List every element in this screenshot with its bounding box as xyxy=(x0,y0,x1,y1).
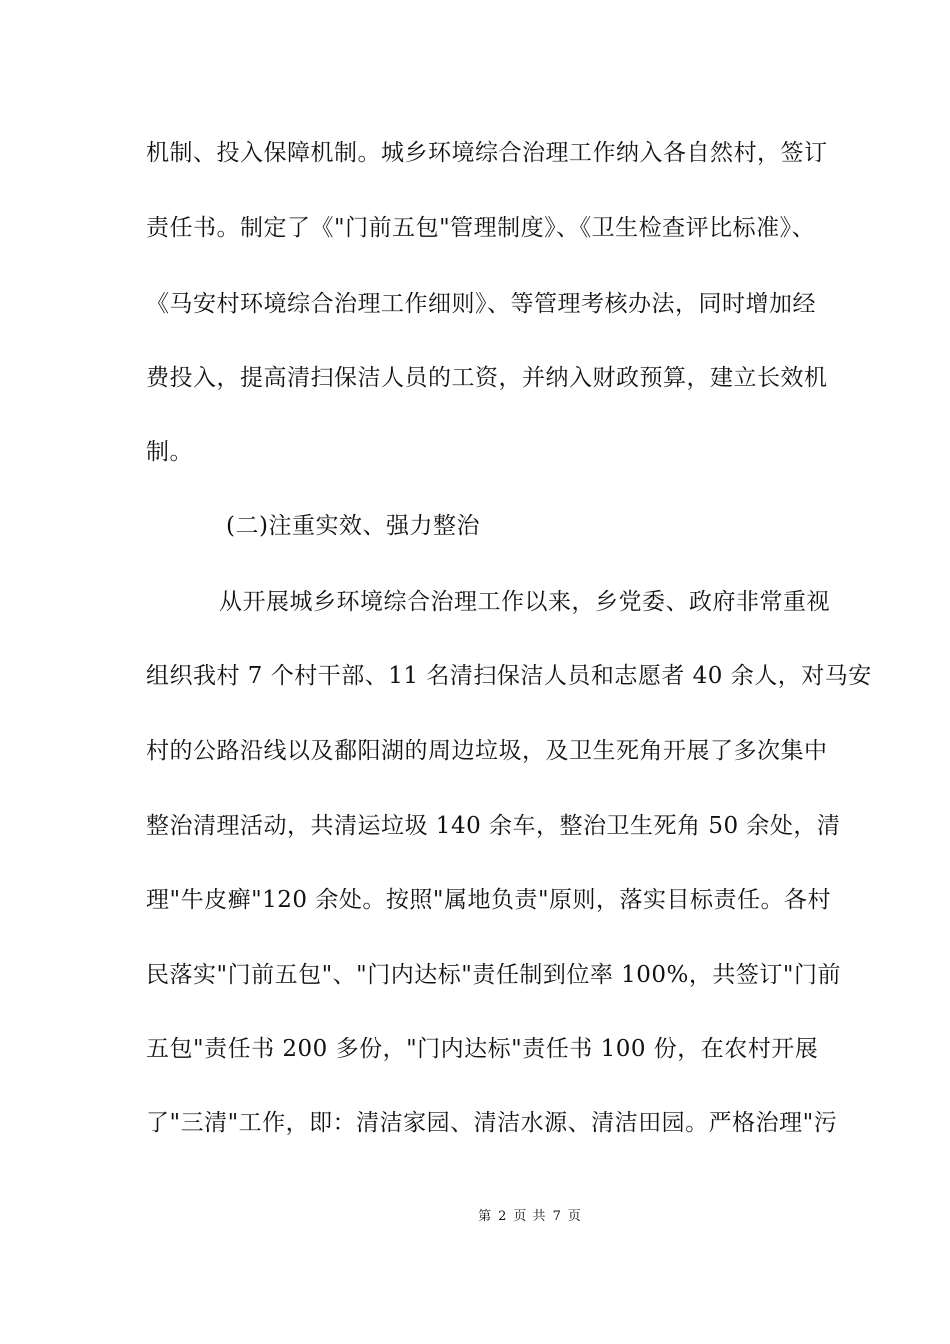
footer-mid: 页 共 xyxy=(513,1209,547,1224)
text-line: 民落实"门前五包"、"门内达标"责任制到位率 100%，共签订"门前 xyxy=(146,962,841,988)
page-number: 2 xyxy=(498,1209,508,1224)
page-footer xyxy=(0,1208,950,1226)
footer-prefix: 第 xyxy=(478,1209,493,1224)
text-line: 理"牛皮癣"120 余处。按照"属地负责"原则，落实目标责任。各村 xyxy=(146,887,832,913)
text-line: 组织我村 7 个村干部、11 名清扫保洁人员和志愿者 40 余人，对马安 xyxy=(146,663,872,689)
text-line: 费投入，提高清扫保洁人员的工资，并纳入财政预算，建立长效机 xyxy=(146,365,828,391)
text-line: 了"三清"工作，即：清洁家园、清洁水源、清洁田园。严格治理"污 xyxy=(146,1110,838,1136)
text-line: 整治清理活动，共清运垃圾 140 余车，整治卫生死角 50 余处，清 xyxy=(146,813,841,839)
footer-suffix: 页 xyxy=(567,1209,582,1224)
total-pages: 7 xyxy=(552,1209,562,1224)
paragraph-first-line: 从开展城乡环境综合治理工作以来，乡党委、政府非常重视 xyxy=(219,589,830,615)
text-line: 责任书。制定了《"门前五包"管理制度》、《卫生检查评比标准》、 xyxy=(146,215,816,241)
text-line: 机制、投入保障机制。城乡环境综合治理工作纳入各自然村，签订 xyxy=(146,140,828,166)
text-line: 《马安村环境综合治理工作细则》、等管理考核办法，同时增加经 xyxy=(146,291,816,317)
text-line: 制。 xyxy=(146,439,193,465)
text-line: 五包"责任书 200 多份，"门内达标"责任书 100 份，在农村开展 xyxy=(146,1036,819,1062)
section-heading: (二)注重实效、强力整治 xyxy=(226,513,480,539)
text-line: 村的公路沿线以及鄱阳湖的周边垃圾，及卫生死角开展了多次集中 xyxy=(146,738,828,764)
